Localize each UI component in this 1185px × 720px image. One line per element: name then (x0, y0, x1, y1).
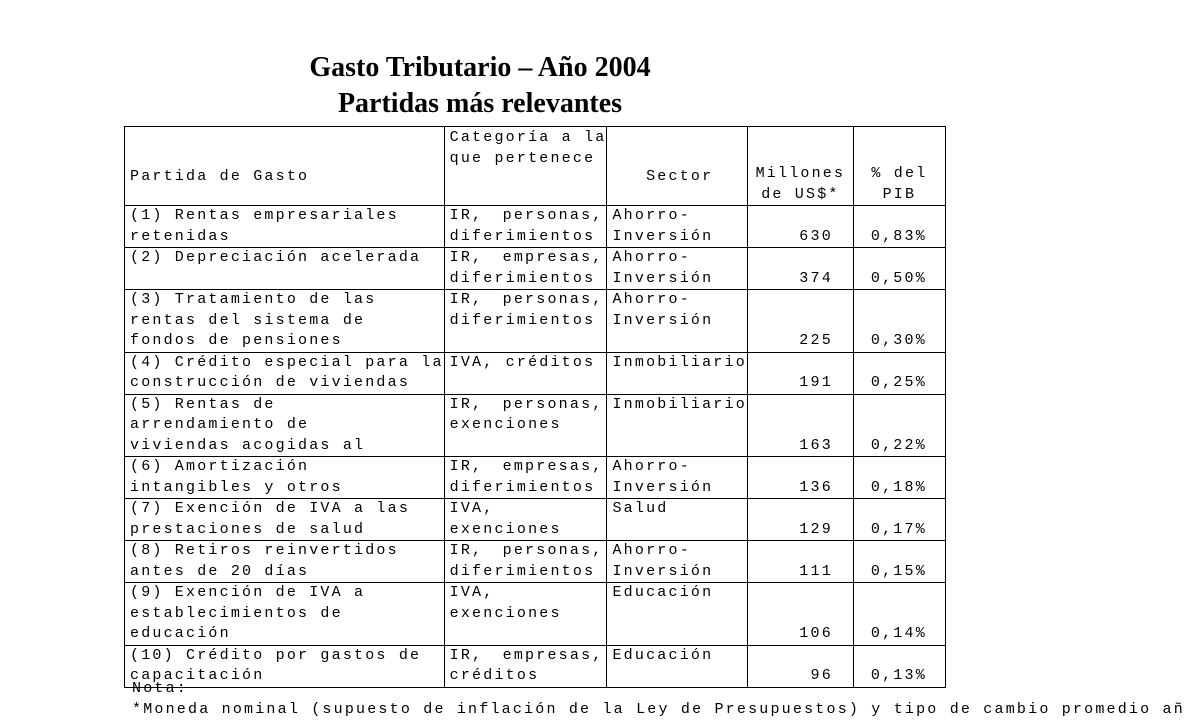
categoria-word: IR, (449, 291, 484, 308)
partida-line: educación (130, 625, 231, 642)
categoria-word: IR, (449, 542, 484, 559)
sector-line: Educación (612, 646, 714, 664)
categoria-word: exenciones (449, 416, 562, 433)
categoria-word: personas, (502, 395, 604, 413)
header-millones (747, 127, 853, 206)
categoria-word: empresas, (502, 646, 604, 664)
categoria-line (450, 541, 607, 562)
cell-partida (125, 499, 445, 541)
categoria-word: personas, (502, 542, 604, 559)
cell-pct-pib: 0,15% (853, 541, 945, 583)
cell-pct-pib: 0,13% (853, 645, 945, 687)
slide-subtitle: Partidas más relevantes (337, 88, 623, 119)
sector-line: Inmobiliario (612, 353, 747, 371)
cell-sector (607, 352, 747, 394)
partida-line: fondos de pensiones (130, 332, 343, 349)
categoria-word: IVA, (449, 500, 495, 517)
table-row (125, 583, 946, 646)
sector-line: Inversión (612, 269, 714, 287)
categoria-word: IR, (449, 207, 484, 224)
cell-millones: 136 (747, 457, 853, 499)
cell-millones: 191 (747, 352, 853, 394)
cell-millones: 630 (747, 206, 853, 248)
table-row (125, 541, 946, 583)
partida-line: construcción de viviendas (130, 374, 411, 391)
categoria-word: diferimientos (449, 227, 596, 245)
categoria-word: IR, (449, 458, 484, 475)
categoria-line (450, 478, 607, 499)
cell-sector (607, 290, 747, 353)
cell-sector (607, 394, 747, 457)
partida-line: (4) Crédito especial para la (130, 353, 444, 371)
sector-line: Inversión (612, 478, 714, 496)
cell-sector (607, 499, 747, 541)
sector-line: Ahorro- (612, 458, 691, 475)
cell-partida (125, 457, 445, 499)
header-millones-line: de US$* (761, 185, 840, 203)
categoria-line (450, 248, 607, 269)
categoria-word: IR, (449, 646, 484, 664)
partida-line: (8) Retiros reinvertidos (130, 542, 399, 559)
partida-line: (10) Crédito por gastos de (130, 646, 422, 664)
cell-categoria (444, 206, 607, 248)
partida-line: (2) Depreciación acelerada (130, 249, 422, 266)
categoria-line (450, 415, 607, 436)
cell-millones: 106 (747, 583, 853, 646)
cell-partida (125, 290, 445, 353)
partida-line: (3) Tratamiento de las (130, 291, 377, 308)
cell-millones: 374 (747, 248, 853, 290)
cell-partida (125, 352, 445, 394)
categoria-line (450, 353, 607, 374)
cell-pct-pib: 0,25% (853, 352, 945, 394)
sector-line: Inversión (612, 227, 714, 245)
cell-categoria (444, 394, 607, 457)
partida-line: (1) Rentas empresariales (130, 207, 399, 224)
table-row (125, 457, 946, 499)
cell-millones: 111 (747, 541, 853, 583)
header-pct-line: PIB (882, 185, 917, 203)
categoria-line (450, 499, 607, 520)
header-sector: Sector (607, 127, 747, 206)
categoria-line (450, 562, 607, 583)
categoria-word: IVA, créditos (449, 353, 596, 371)
table-row (125, 394, 946, 457)
footnote (132, 678, 1185, 720)
cell-sector (607, 457, 747, 499)
sector-line: Salud (612, 500, 669, 517)
categoria-line (450, 457, 607, 478)
partida-line: intangibles y otros (130, 478, 343, 496)
title-block (0, 50, 960, 122)
cell-millones: 163 (747, 394, 853, 457)
sector-line: Ahorro- (612, 207, 691, 224)
sector-line: Inversión (612, 562, 714, 580)
header-partida: Partida de Gasto (125, 127, 445, 206)
cell-pct-pib: 0,22% (853, 394, 945, 457)
cell-partida (125, 583, 445, 646)
categoria-word: personas, (502, 207, 604, 224)
table-row (125, 352, 946, 394)
categoria-word: IVA, (449, 584, 495, 601)
categoria-word: exenciones (449, 520, 562, 538)
categoria-line (450, 395, 607, 416)
cell-categoria (444, 290, 607, 353)
partida-line: antes de 20 días (130, 562, 310, 580)
categoria-word: diferimientos (449, 269, 596, 287)
cell-sector (607, 583, 747, 646)
categoria-line (450, 583, 607, 604)
partida-line: (5) Rentas de (130, 395, 276, 413)
categoria-line (450, 520, 607, 541)
sector-line: Inmobiliario (612, 395, 747, 413)
cell-categoria (444, 248, 607, 290)
categoria-line (450, 269, 607, 290)
cell-millones: 96 (747, 645, 853, 687)
cell-sector (607, 206, 747, 248)
header-categoria-line: Categoría a la (449, 129, 607, 146)
cell-categoria (444, 352, 607, 394)
sector-line: Educación (612, 584, 714, 601)
cell-pct-pib: 0,14% (853, 583, 945, 646)
footnote-text: *Moneda nominal (supuesto de inflación de la Ley de Presupuestos) y tipo de cambio promedio añ (132, 701, 1185, 718)
sector-line: Ahorro- (612, 249, 691, 266)
categoria-word: personas, (502, 291, 604, 308)
partida-line: arrendamiento de (130, 416, 310, 433)
partida-line: (7) Exención de IVA a las (130, 500, 411, 517)
categoria-line (450, 604, 607, 625)
categoria-line (450, 227, 607, 248)
sector-line: Ahorro- (612, 291, 691, 308)
partida-line: viviendas acogidas al (130, 436, 366, 454)
partida-line: retenidas (130, 227, 231, 245)
cell-millones: 129 (747, 499, 853, 541)
categoria-line (450, 646, 607, 667)
cell-partida (125, 248, 445, 290)
categoria-word: empresas, (502, 249, 604, 266)
footnote-label: Nota: (132, 680, 189, 697)
cell-pct-pib: 0,17% (853, 499, 945, 541)
slide-title: Gasto Tributario – Año 2004 (309, 52, 651, 83)
table-header-row (125, 127, 946, 206)
sector-line: Ahorro- (612, 542, 691, 559)
header-categoria-line: que pertenece (449, 149, 596, 167)
categoria-word: IR, (449, 249, 484, 266)
header-categoria (444, 127, 607, 206)
cell-partida (125, 394, 445, 457)
cell-millones: 225 (747, 290, 853, 353)
categoria-word: IR, (449, 395, 484, 413)
table-row (125, 499, 946, 541)
categoria-word: exenciones (449, 604, 562, 622)
table-row (125, 206, 946, 248)
categoria-line (450, 290, 607, 311)
partida-line: rentas del sistema de (130, 311, 366, 329)
partida-line: (6) Amortización (130, 458, 310, 475)
cell-categoria (444, 499, 607, 541)
categoria-word: empresas, (502, 458, 604, 475)
categoria-line (450, 206, 607, 227)
cell-pct-pib: 0,30% (853, 290, 945, 353)
partida-line: capacitación (130, 667, 265, 684)
cell-pct-pib: 0,18% (853, 457, 945, 499)
categoria-line (450, 311, 607, 332)
table-row (125, 248, 946, 290)
header-pct-line: % del (871, 165, 928, 182)
partida-line: establecimientos de (130, 604, 343, 622)
categoria-word: diferimientos (449, 478, 596, 496)
header-pct-pib (853, 127, 945, 206)
partida-line: prestaciones de salud (130, 520, 366, 538)
cell-pct-pib: 0,50% (853, 248, 945, 290)
cell-pct-pib: 0,83% (853, 206, 945, 248)
tax-expenditure-table (124, 126, 946, 688)
cell-sector (607, 541, 747, 583)
cell-partida (125, 541, 445, 583)
table-body (125, 206, 946, 688)
categoria-word: diferimientos (449, 311, 596, 329)
cell-partida (125, 206, 445, 248)
cell-categoria (444, 541, 607, 583)
cell-categoria (444, 457, 607, 499)
partida-line: (9) Exención de IVA a (130, 584, 366, 601)
cell-sector (607, 248, 747, 290)
table-row (125, 290, 946, 353)
categoria-word: créditos (449, 667, 540, 684)
cell-categoria (444, 583, 607, 646)
sector-line: Inversión (612, 311, 714, 329)
categoria-word: diferimientos (449, 562, 596, 580)
header-millones-line: Millones (755, 165, 846, 182)
